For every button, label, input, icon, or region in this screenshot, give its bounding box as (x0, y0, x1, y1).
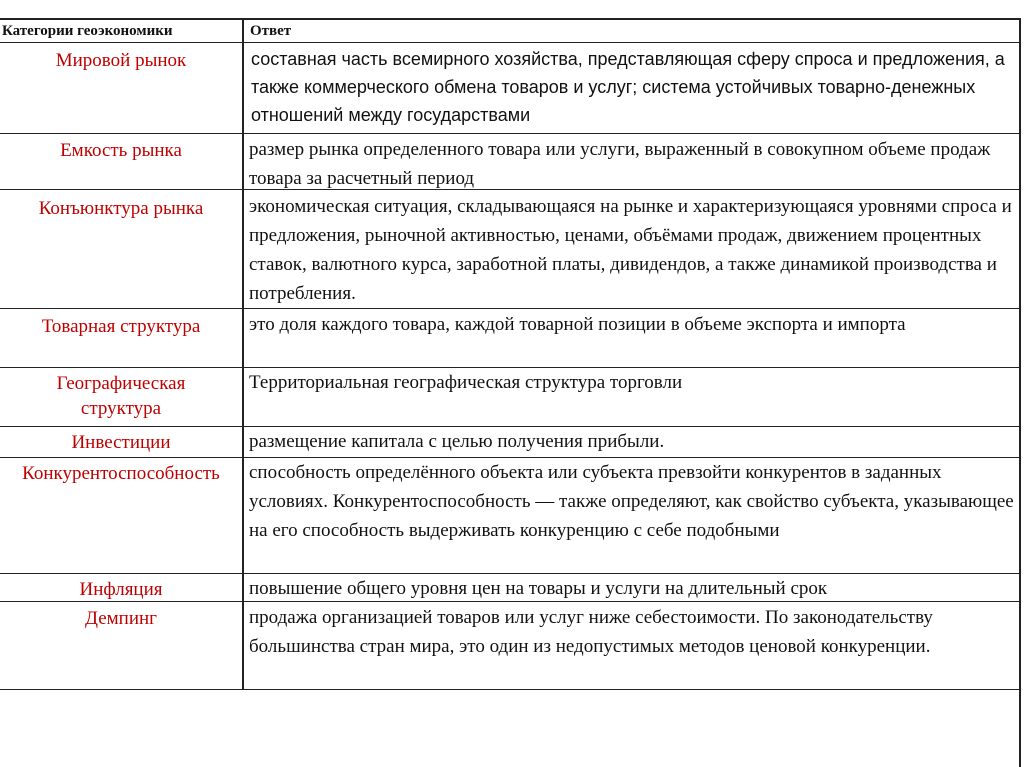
row-divider (0, 133, 1021, 134)
definition-dumping: продажа организацией товаров или услуг ниже себестоимости. По законодательству большинства стран мира, это один из недопустимых методов ценовой конкуренции. (249, 607, 933, 657)
definition-market-conjuncture: экономическая ситуация, складывающаяся на рынке и характеризующаяся уровнями спроса и предложения, рыночной активностью, ценами, объёмами продаж, движением процентных ставок, валютного курса, заработной платы, дивидендов, а также динамикой производства и потребления. (249, 196, 1012, 304)
term-market-capacity: Емкость рынка (60, 140, 182, 161)
definition-world-market: составная часть всемирного хозяйства, представляющая сферу спроса и предложения, а также коммерческого обмена товаров и услуг; система устойчивых товарно-денежных отношений между государствами (251, 49, 1005, 125)
term-competitiveness: Конкурентоспособность (22, 463, 220, 484)
column-divider (242, 18, 244, 690)
table-border-right (1019, 18, 1021, 767)
term-dumping: Демпинг (85, 608, 157, 629)
term-investments: Инвестиции (71, 432, 171, 453)
term-inflation: Инфляция (79, 579, 163, 600)
header-categories: Категории геоэкономики (2, 23, 173, 39)
definition-inflation: повышение общего уровня цен на товары и услуги на длительный срок (249, 578, 828, 599)
row-divider (0, 689, 1021, 690)
row-divider (0, 42, 1021, 43)
definition-commodity-structure: это доля каждого товара, каждой товарной позиции в объеме экспорта и импорта (249, 314, 906, 335)
term-geographic-structure: Географическая структура (56, 373, 186, 419)
term-commodity-structure: Товарная структура (41, 316, 201, 337)
definition-competitiveness: способность определённого объекта или субъекта превзойти конкурентов в заданных условиях. Конкурентоспособность — также определяют, как свойство субъекта, указывающее на его способность выдерживать конкуренцию с себе подобными (249, 462, 1014, 541)
definition-market-capacity: размер рынка определенного товара или услуги, выраженный в совокупном объеме продаж товара за расчетный период (249, 139, 991, 189)
term-world-market: Мировой рынок (55, 50, 187, 71)
header-answer: Ответ (250, 23, 292, 39)
row-divider (0, 308, 1021, 309)
definition-investments: размещение капитала с целью получения прибыли. (249, 431, 665, 452)
term-market-conjuncture: Конъюнктура рынка (38, 198, 204, 219)
definition-geographic-structure: Территориальная географическая структура торговли (249, 372, 683, 393)
